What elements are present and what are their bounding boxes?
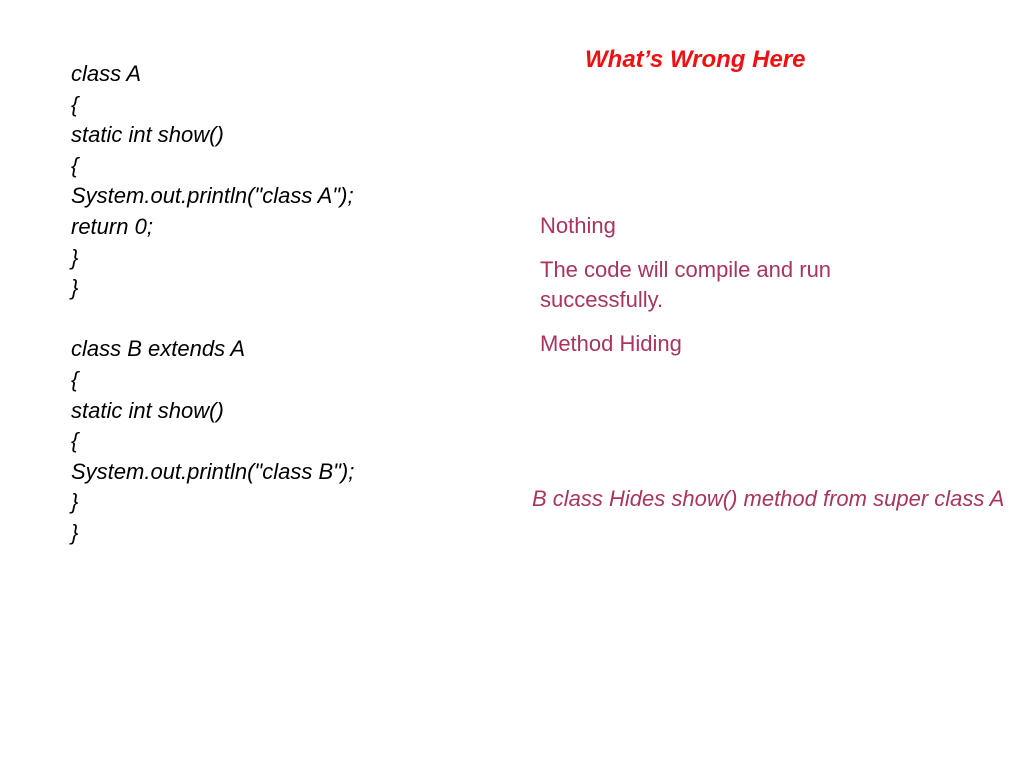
option-nothing: Nothing — [540, 213, 616, 238]
code-line: { — [71, 91, 79, 117]
code-line: } — [71, 275, 79, 301]
code-line: return 0; — [71, 213, 153, 239]
option-method-hiding: Method Hiding — [540, 330, 682, 356]
answer-options — [540, 211, 960, 372]
code-line: System.out.println("class B"); — [71, 458, 355, 484]
code-line: } — [71, 489, 79, 515]
code-line: { — [71, 366, 79, 392]
code-line: class A — [71, 61, 142, 86]
answer-explanation: B class Hides show() method from super class A — [532, 486, 1005, 511]
slide-title: What’s Wrong Here — [585, 46, 806, 73]
code-line: System.out.println("class A"); — [71, 183, 354, 209]
code-line: } — [71, 519, 79, 545]
code-line: class B extends A — [71, 336, 246, 362]
option-compile-run: The code will compile and run successfully. — [540, 256, 832, 313]
code-line-blank — [71, 304, 354, 335]
code-line: { — [71, 152, 79, 178]
code-line: { — [71, 428, 79, 454]
code-line: static int show() — [71, 397, 224, 423]
code-line: static int show() — [71, 122, 224, 148]
code-block — [71, 59, 354, 549]
code-line: } — [71, 244, 79, 270]
